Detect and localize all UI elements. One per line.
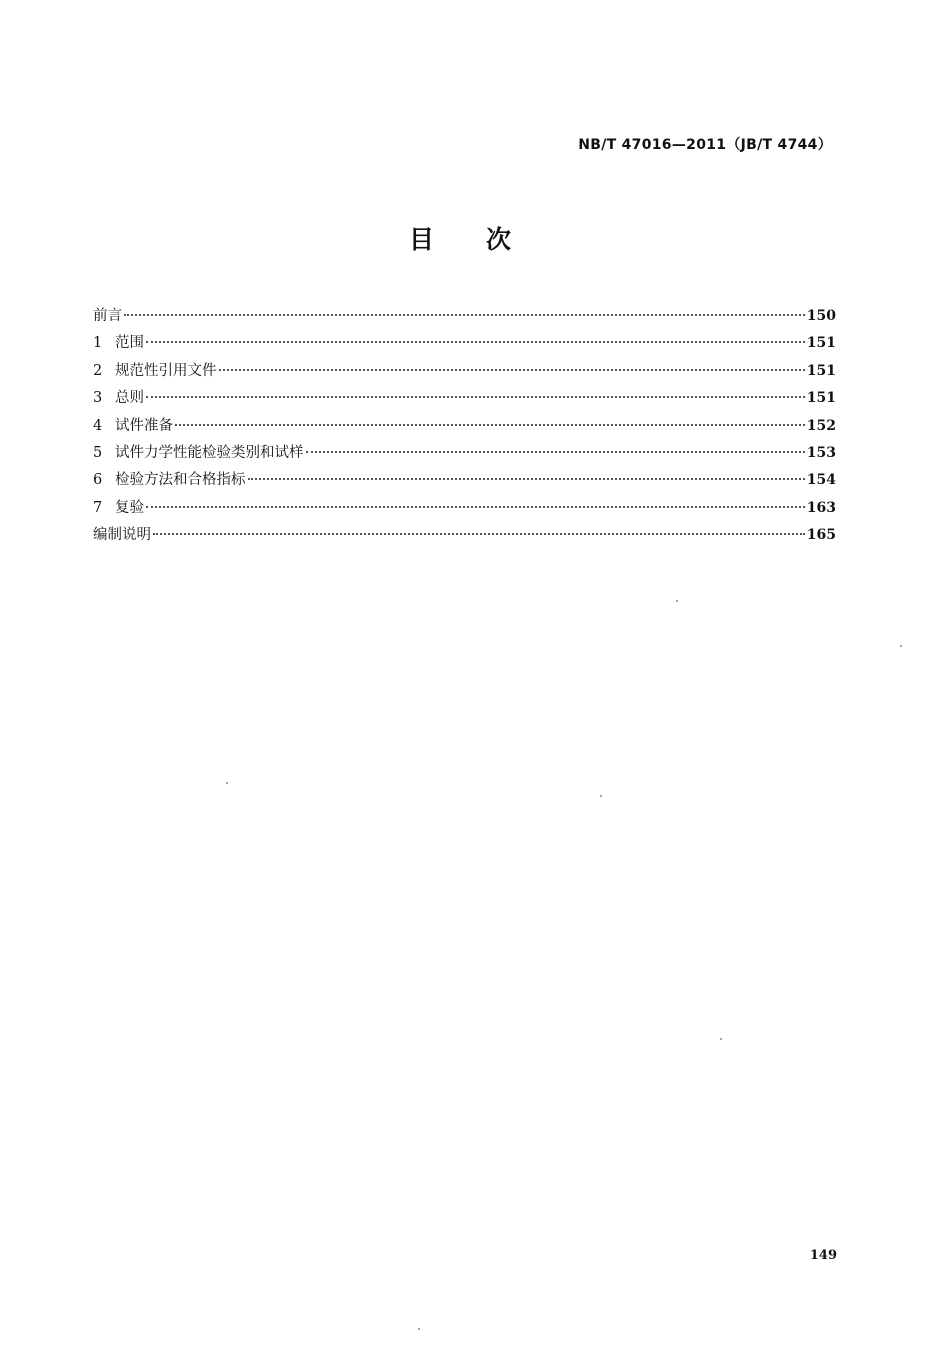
toc-leader-dots [248,478,805,480]
toc-entry-1[interactable] [93,331,836,358]
toc-entry-number: 2 [93,362,103,379]
toc-leader-dots [306,451,805,453]
toc-entry-label: 前言 [93,308,122,324]
scan-speck [600,795,602,797]
toc-entry-number: 5 [93,444,103,461]
toc-entry-page: 165 [806,527,836,544]
toc-leader-dots [146,341,805,343]
toc-entry-label: 检验方法和合格指标 [115,472,246,489]
scan-speck [900,645,902,647]
toc-entry-5[interactable] [93,441,836,468]
toc-entry-page: 152 [806,417,836,434]
toc-entry-7[interactable] [93,496,836,523]
toc-entry-label: 试件准备 [115,417,173,434]
scan-speck [418,1328,420,1330]
toc-entry-label: 范围 [115,335,144,352]
toc-entry-number: 1 [93,335,103,352]
table-of-contents [93,304,836,551]
toc-entry-page: 150 [806,308,836,324]
toc-entry-preface[interactable] [93,304,836,331]
toc-entry-page: 151 [806,335,836,352]
toc-entry-label: 规范性引用文件 [115,362,217,379]
toc-entry-number: 6 [93,472,103,489]
toc-entry-compilation-notes[interactable] [93,523,836,550]
scan-speck [676,600,678,602]
toc-entry-label: 总则 [115,390,144,407]
toc-entry-label: 复验 [115,499,144,516]
toc-leader-dots [124,314,805,316]
toc-leader-dots [146,396,805,398]
scan-speck [226,782,228,784]
standard-code: NB/T 47016—2011（JB/T 4744） [578,137,832,153]
toc-entry-page: 154 [806,472,836,489]
toc-entry-page: 153 [806,444,836,461]
toc-entry-number: 7 [93,499,103,516]
toc-entry-2[interactable] [93,359,836,386]
toc-leader-dots [175,424,805,426]
toc-leader-dots [219,369,805,371]
toc-leader-dots [153,533,805,535]
page-title: 目次 [408,225,563,254]
toc-entry-number: 4 [93,417,103,434]
toc-entry-number: 3 [93,390,103,407]
scan-speck [720,1038,722,1040]
toc-entry-label: 试件力学性能检验类别和试样 [115,444,304,461]
toc-entry-page: 151 [806,362,836,379]
page-number: 149 [809,1248,837,1263]
toc-leader-dots [146,506,805,508]
toc-entry-page: 163 [806,499,836,516]
toc-entry-4[interactable] [93,414,836,441]
toc-entry-6[interactable] [93,468,836,495]
toc-entry-label: 编制说明 [93,527,151,544]
toc-entry-page: 151 [806,390,836,407]
toc-entry-3[interactable] [93,386,836,413]
